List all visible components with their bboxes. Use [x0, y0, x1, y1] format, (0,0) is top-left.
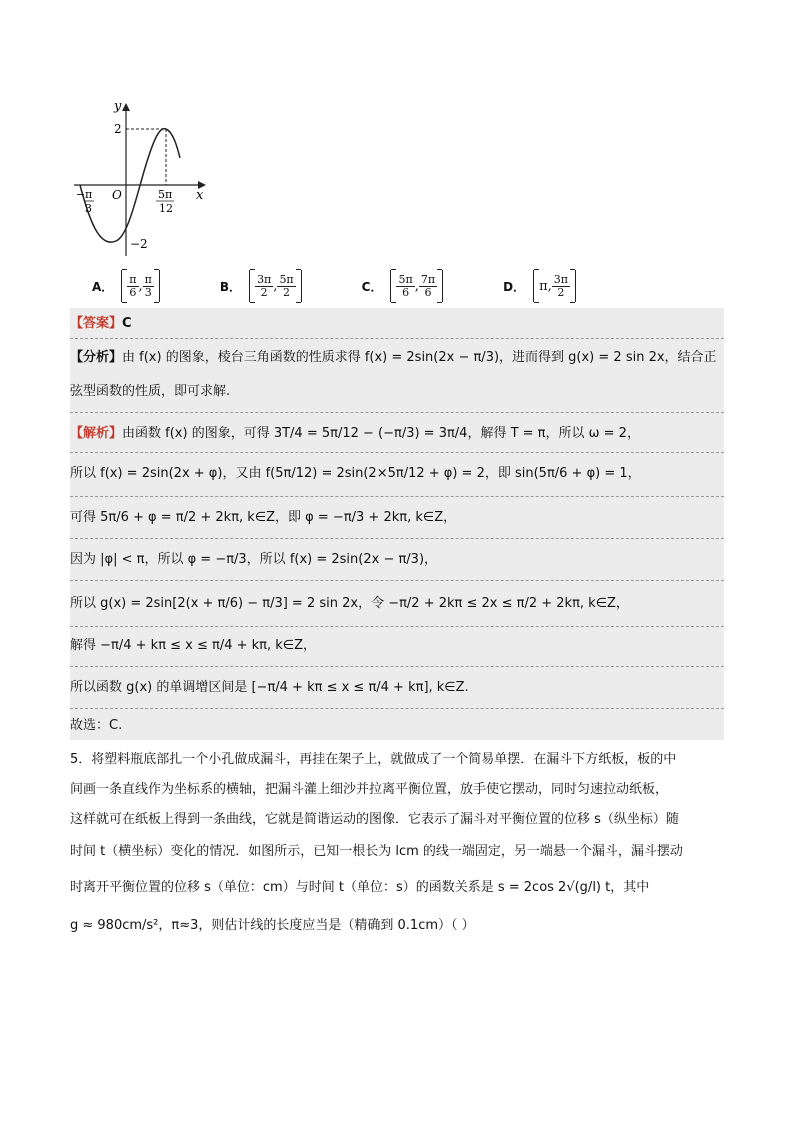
- option-a[interactable]: A． $\frac{\pi}{6}$ , $\frac{\pi}{3}$: [92, 270, 160, 302]
- option-c[interactable]: C． $\frac{5\pi}{6}$ , $\frac{7\pi}{6}$: [362, 270, 443, 302]
- answer-line: 【答案】C: [70, 316, 132, 331]
- problem5-line-6: g ≈ 980cm/s²，π≈3，则估计线的长度应当是（精确到 0.1cm）（ ）: [70, 918, 475, 933]
- y-max-label: 2: [114, 122, 122, 136]
- problem5-line-4: 时间 t（横坐标）变化的情况．如图所示，已知一根长为 lcm 的线一端固定，另一端悬一个漏斗，漏斗摆动: [70, 844, 683, 859]
- solution-conclusion: 故选：C.: [70, 718, 123, 733]
- solution-line-4: 因为 |φ| < π，所以 φ = −π/3，所以 f(x) = 2sin(2x − π/3)，: [70, 552, 438, 567]
- problem5-line-3: 这样就可在纸板上得到一条曲线，它就是简谐运动的图像．它表示了漏斗对平衡位置的位移 s（纵坐标）随: [70, 812, 679, 827]
- x-right-den: 12: [159, 202, 173, 215]
- solution-line-3: 可得 5π/6 + φ = π/2 + 2kπ, k∈Z，即 φ = −π/3 + 2kπ, k∈Z，: [70, 510, 457, 525]
- problem5-line-1: 5．将塑料瓶底部扎一个小孔做成漏斗，再挂在架子上，就做成了一个简易单摆．在漏斗下方纸板，板的中: [70, 752, 677, 767]
- y-min-label: −2: [130, 237, 148, 251]
- option-b[interactable]: B． $\frac{3\pi}{2}$ , $\frac{5\pi}{2}$: [220, 270, 302, 302]
- svg-text:−: −: [76, 188, 86, 201]
- y-axis-label: y: [114, 99, 122, 114]
- x-left-den: 3: [85, 202, 92, 215]
- x-left-num: π: [85, 188, 93, 201]
- origin-label: O: [112, 188, 122, 202]
- problem5-line-2: 间画一条直线作为坐标系的横轴，把漏斗灌上细沙并拉离平衡位置，放手使它摆动，同时匀速拉动纸板，: [70, 782, 669, 797]
- answer-options: [92, 268, 692, 304]
- x-right-num: 5π: [158, 188, 173, 201]
- function-graph: [70, 98, 210, 258]
- solution-line-7: 所以函数 g(x) 的单调增区间是 [−π/4 + kπ ≤ x ≤ π/4 + kπ], k∈Z.: [70, 680, 469, 695]
- x-axis-label: x: [196, 188, 204, 203]
- analysis-line-2: 弦型函数的性质，即可求解.: [70, 384, 231, 399]
- analysis-line-1: 【分析】由 f(x) 的图象，棱台三角函数的性质求得 f(x) = 2sin(2x − π/3)，进而得到 g(x) = 2 sin 2x，结合正: [70, 350, 717, 365]
- solution-line-2: 所以 f(x) = 2sin(2x + φ)，又由 f(5π/12) = 2sin(2×5π/12 + φ) = 2，即 sin(5π/6 + φ) = 1，: [70, 466, 641, 481]
- solution-line-1: 【解析】由函数 f(x) 的图象，可得 3T/4 = 5π/12 − (−π/3) = 3π/4，解得 T = π，所以 ω = 2，: [70, 426, 640, 441]
- solution-line-5: 所以 g(x) = 2sin[2(x + π/6) − π/3] = 2 sin 2x，令 −π/2 + 2kπ ≤ 2x ≤ π/2 + 2kπ, k∈Z，: [70, 596, 629, 611]
- problem5-line-5: 时离开平衡位置的位移 s（单位：cm）与时间 t（单位：s）的函数关系是 s = 2cos 2√(g/l) t，其中: [70, 880, 650, 895]
- y-axis-arrow: [122, 103, 130, 111]
- solution-line-6: 解得 −π/4 + kπ ≤ x ≤ π/4 + kπ, k∈Z，: [70, 638, 317, 653]
- option-d[interactable]: D． π , $\frac{3\pi}{2}$: [503, 270, 576, 302]
